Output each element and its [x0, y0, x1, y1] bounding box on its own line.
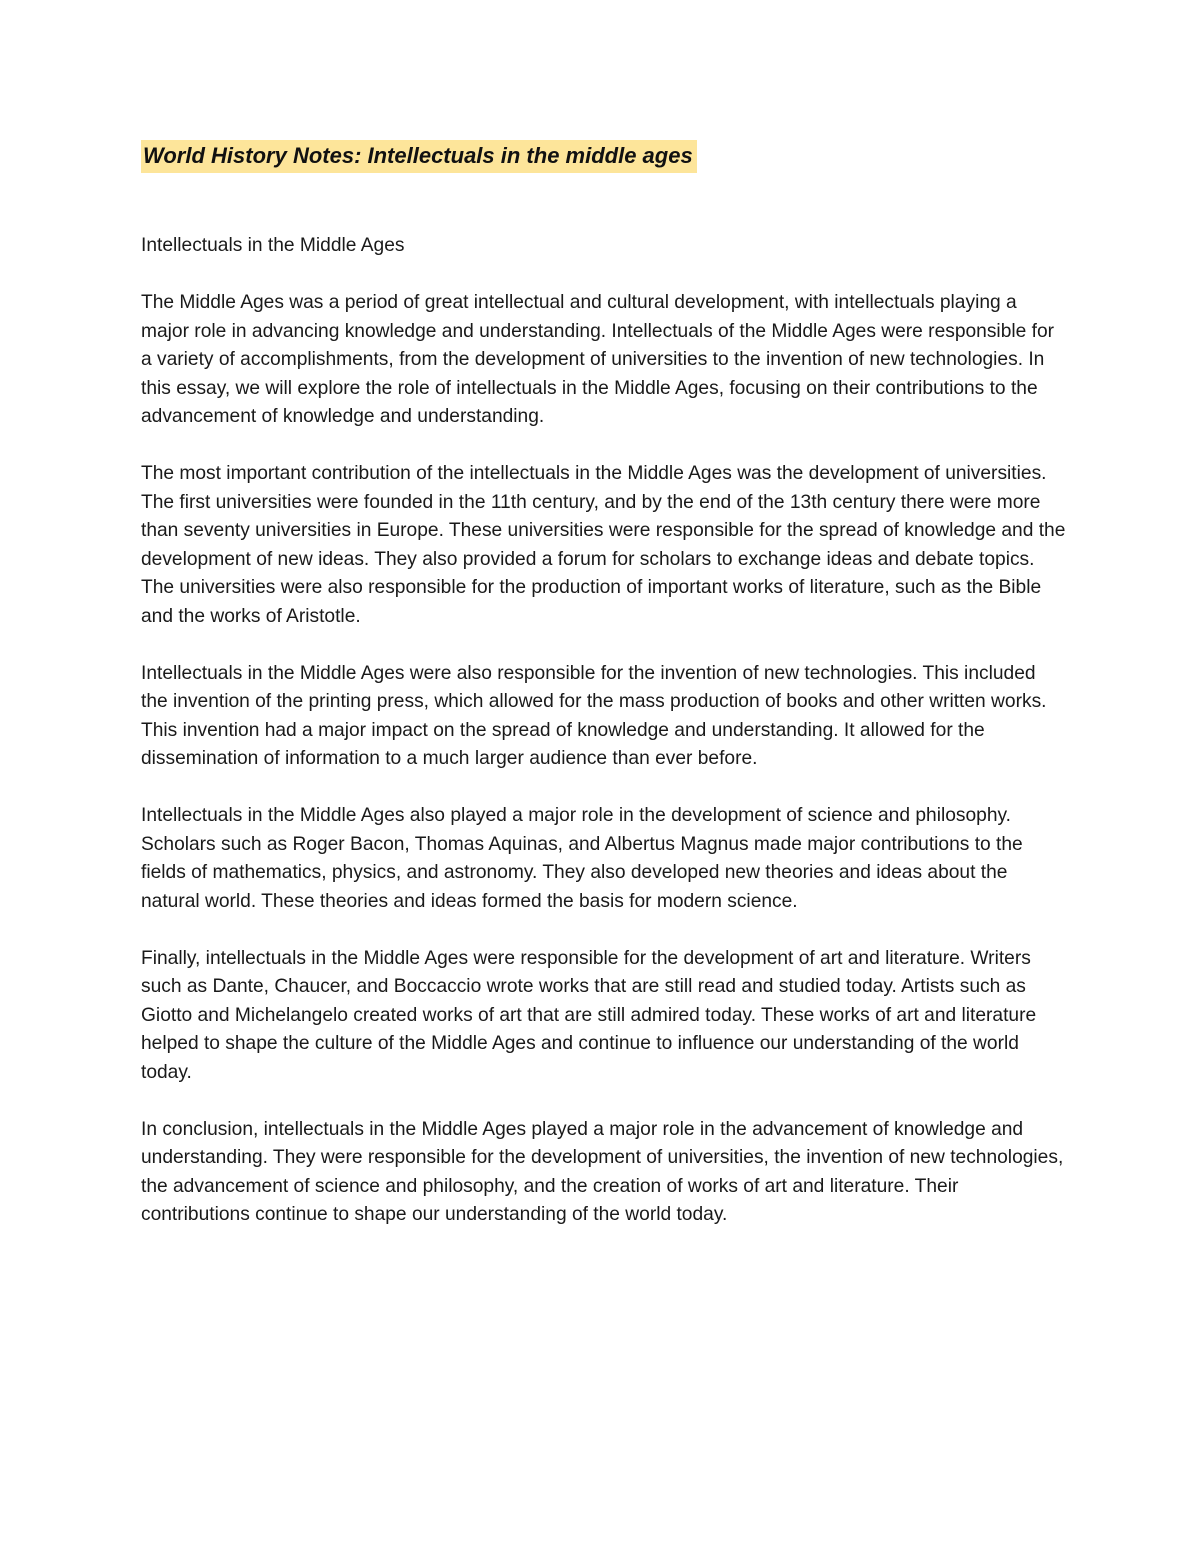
paragraph-science-philosophy: Intellectuals in the Middle Ages also played a major role in the development of science and philosophy. Scholars such as Roger Bacon, Thomas Aquinas, and Albertus Magnus made major contributions to the fields of mathematics, physics, and astronomy. They also developed new theories and ideas about the natural world. These theories and ideas formed the basis for modern science. [141, 805, 1023, 912]
title-line [141, 140, 1066, 173]
paragraph-introduction: The Middle Ages was a period of great intellectual and cultural development, with intellectuals playing a major role in advancing knowledge and understanding. Intellectuals of the Middle Ages were responsible for a variety of accomplishments, from the development of universities to the invention of new technologies. In this essay, we will explore the role of intellectuals in the Middle Ages, focusing on their contributions to the advancement of knowledge and understanding. [141, 292, 1055, 427]
document-title: World History Notes: Intellectuals in the middle ages [141, 140, 697, 173]
paragraph-conclusion: In conclusion, intellectuals in the Middle Ages played a major role in the advancement of knowledge and understanding. They were responsible for the development of universities, the invention of new technologies, the advancement of science and philosophy, and the creation of works of art and literature. Their contributions continue to shape our understanding of the world today. [141, 1118, 1064, 1225]
document-body [141, 140, 1066, 1230]
section-heading: Intellectuals in the Middle Ages [141, 235, 405, 256]
paragraph-technologies: Intellectuals in the Middle Ages were also responsible for the invention of new technologies. This included the invention of the printing press, which allowed for the mass production of books and other written works. This invention had a major impact on the spread of knowledge and understanding. It allowed for the dissemination of information to a much larger audience than ever before. [141, 662, 1047, 769]
paragraph-universities: The most important contribution of the intellectuals in the Middle Ages was the development of universities. The first universities were founded in the 11th century, and by the end of the 13th century there were more than seventy universities in Europe. These universities were responsible for the spread of knowledge and the development of new ideas. They also provided a forum for scholars to exchange ideas and debate topics. The universities were also responsible for the production of important works of literature, such as the Bible and the works of Aristotle. [141, 463, 1066, 627]
paragraph-art-literature: Finally, intellectuals in the Middle Ages were responsible for the development of art and literature. Writers such as Dante, Chaucer, and Boccaccio wrote works that are still read and studied today. Artists such as Giotto and Michelangelo created works of art that are still admired today. These works of art and literature helped to shape the culture of the Middle Ages and continue to influence our understanding of the world today. [141, 947, 1037, 1083]
